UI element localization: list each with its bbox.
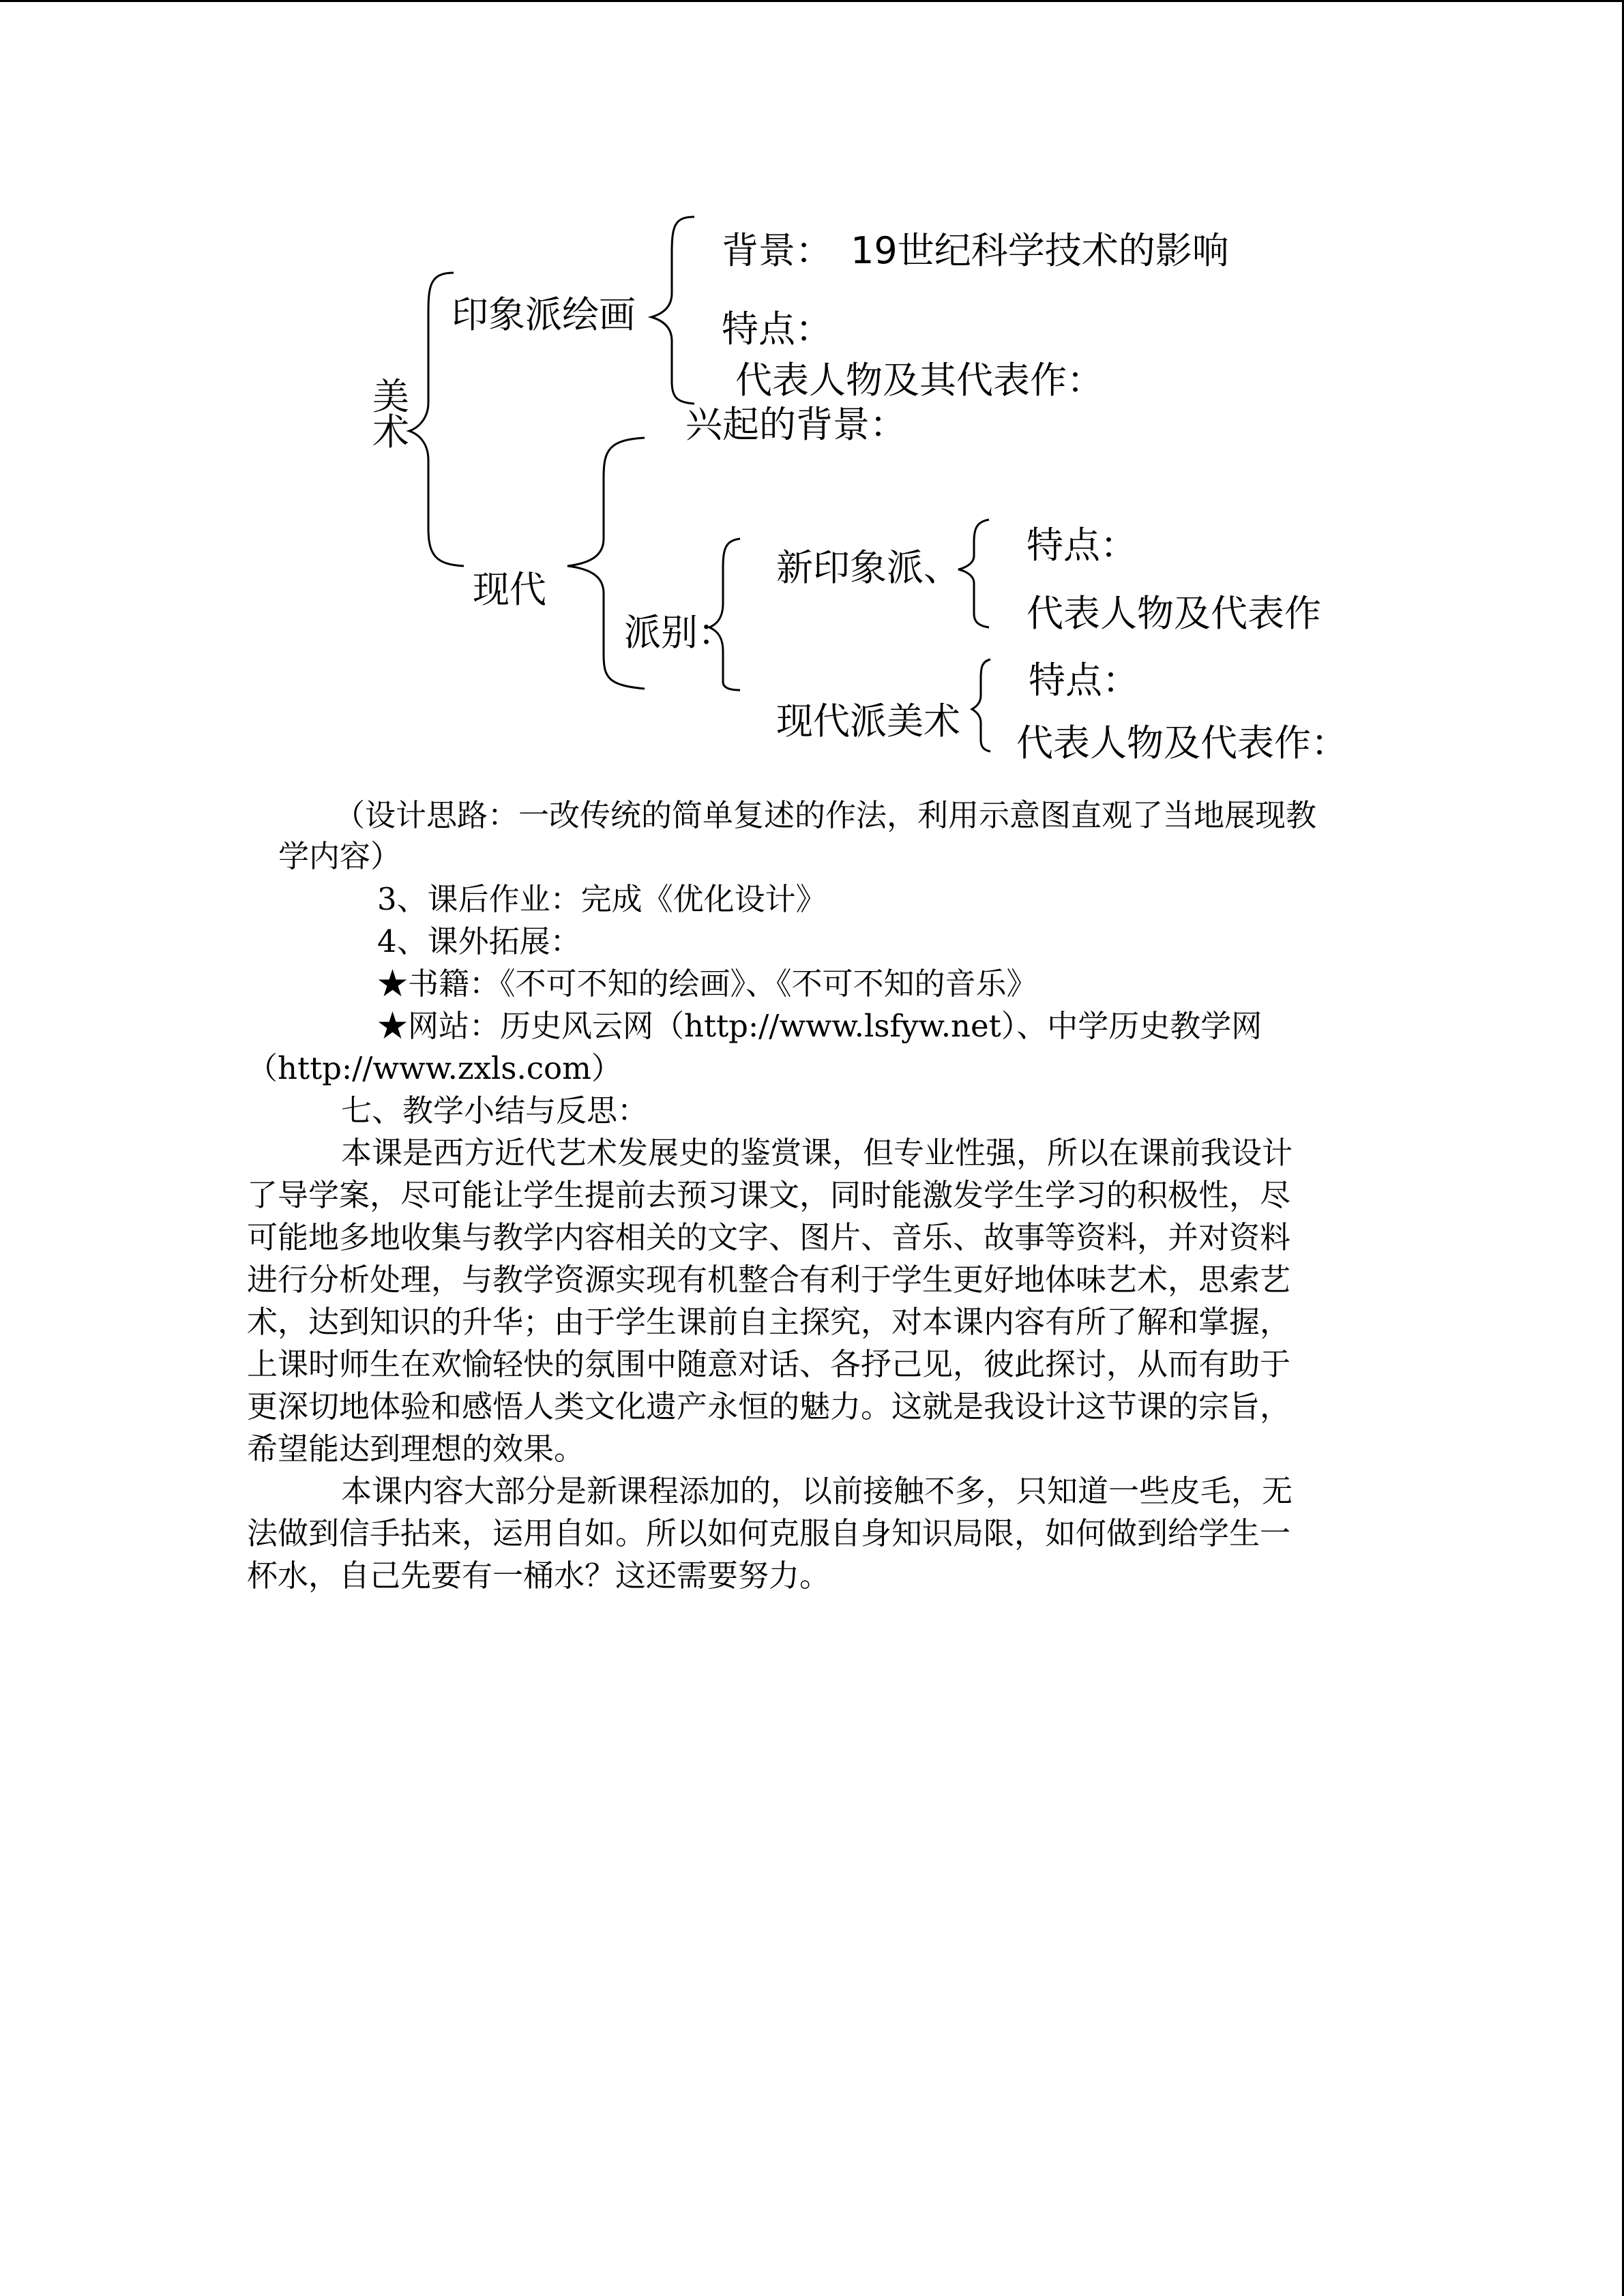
extension-line: 4、课外拓展： [377, 923, 581, 959]
paragraph-1-line: 本课是西方近代艺术发展史的鉴赏课，但专业性强，所以在课前我设计 [341, 1135, 1293, 1171]
schools-label: 派别： [624, 611, 735, 654]
impressionism-features: 特点： [722, 308, 832, 351]
modern-art-brace [972, 659, 990, 751]
neo-impressionism-features: 特点： [1027, 524, 1137, 567]
neo-impressionism-label: 新印象派、 [776, 546, 960, 589]
paragraph-1-line: 希望能达到理想的效果。 [247, 1431, 585, 1467]
homework-line: 3、课后作业：完成《优化设计》 [377, 881, 827, 917]
paragraph-1-line: 可能地多地收集与教学内容相关的文字、图片、音乐、故事等资料，并对资料 [247, 1219, 1291, 1255]
paragraph-1-line: 了导学案，尽可能让学生提前去预习课文，同时能激发学生学习的积极性，尽 [247, 1177, 1291, 1213]
paragraph-1-line: 上课时师生在欢愉轻快的氛围中随意对话、各抒己见，彼此探讨，从而有助于 [247, 1346, 1291, 1382]
impressionism-background: 背景： 19世纪科学技术的影响 [722, 229, 1229, 272]
root-label: 美术 [372, 375, 409, 453]
paragraph-2-line: 本课内容大部分是新课程添加的，以前接触不多，只知道一些皮毛，无 [341, 1473, 1293, 1509]
modern-art-label: 现代派美术 [776, 700, 960, 743]
neo-impressionism-representatives: 代表人物及代表作 [1027, 592, 1321, 635]
paragraph-1-line: 进行分析处理，与教学资源实现有机整合有利于学生更好地体味艺术，思索艺 [247, 1262, 1291, 1298]
modern-art-features: 特点： [1029, 659, 1139, 702]
modern-label: 现代 [473, 568, 546, 611]
websites-line-1: ★网站：历史风云网（http://www.lsfyw.net）、中学历史教学网 [377, 1008, 1263, 1044]
paragraph-1-line: 术，达到知识的升华；由于学生课前自主探究，对本课内容有所了解和掌握， [247, 1304, 1291, 1340]
websites-line-2: （http://www.zxls.com） [247, 1050, 622, 1086]
design-note-line-2: 学内容） [278, 838, 402, 874]
impressionism-label: 印象派绘画 [452, 293, 636, 336]
design-note-line-1: （设计思路：一改传统的简单复述的作法，利用示意图直观了当地展现教 [334, 797, 1317, 833]
summary-heading: 七、教学小结与反思： [341, 1092, 649, 1129]
paragraph-2-line: 法做到信手拈来，运用自如。所以如何克服自身知识局限，如何做到给学生一 [247, 1515, 1291, 1551]
neo-impressionism-brace [958, 520, 989, 627]
impressionism-brace [651, 217, 694, 404]
modern-rise-background: 兴起的背景： [685, 403, 906, 446]
modern-art-representatives: 代表人物及代表作： [1016, 721, 1348, 764]
books-line: ★书籍：《不可不知的绘画》、《不可不知的音乐》 [377, 966, 1037, 1002]
knowledge-structure-diagram [0, 0, 1624, 784]
paragraph-2-line: 杯水，自己先要有一桶水？这还需要努力。 [247, 1557, 831, 1594]
paragraph-1-line: 更深切地体验和感悟人类文化遗产永恒的魅力。这就是我设计这节课的宗旨， [247, 1388, 1291, 1425]
impressionism-representatives: 代表人物及其代表作： [735, 359, 1104, 402]
